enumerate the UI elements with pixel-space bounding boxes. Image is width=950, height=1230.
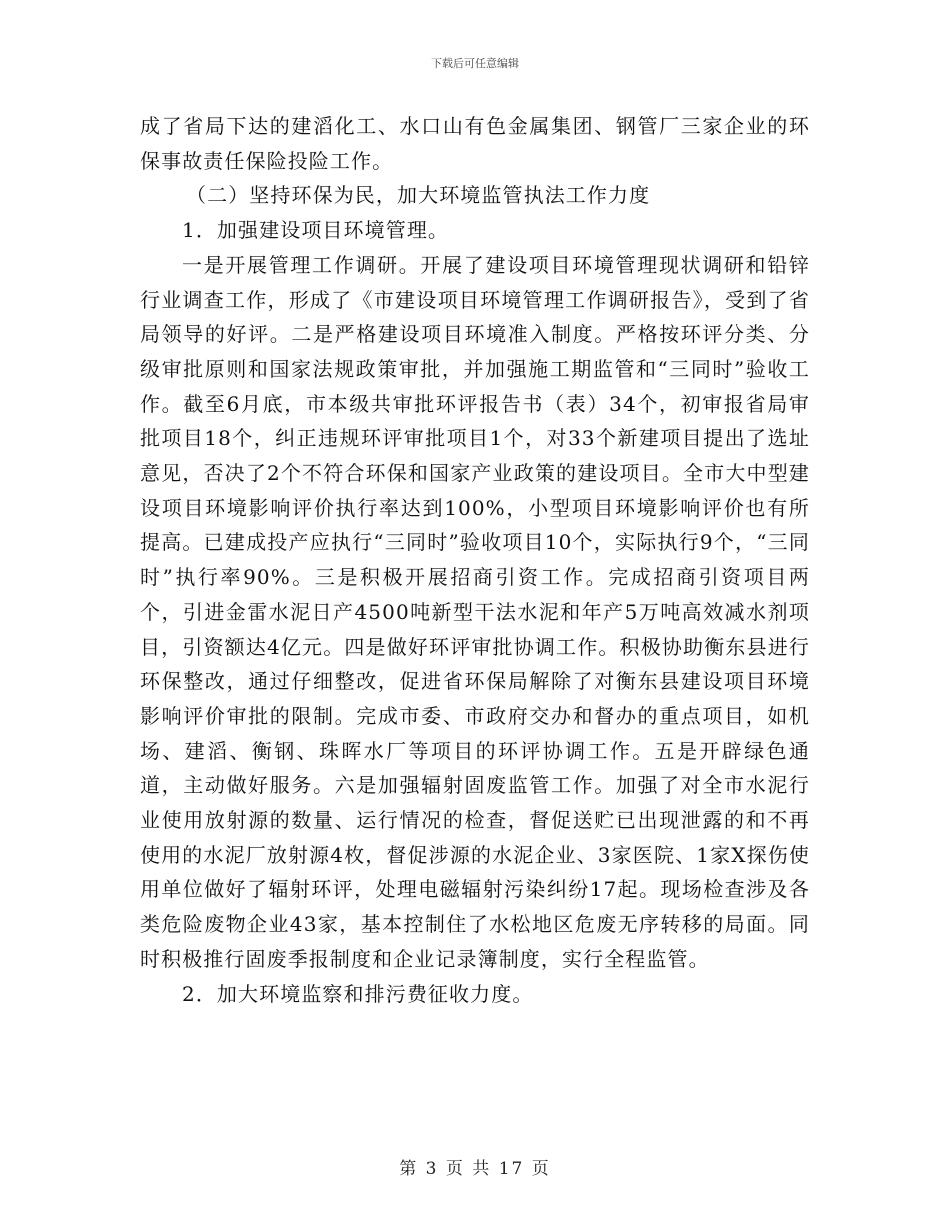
paragraph-continuation: 成了省局下达的建滔化工、水口山有色金属集团、钢管厂三家企业的环保事故责任保险投险工作。 <box>140 114 810 173</box>
page-number: 第 3 页 共 17 页 <box>399 1159 551 1179</box>
subsection-heading-1: 1．加强建设项目环境管理。 <box>182 218 450 243</box>
paragraph-main: 一是开展管理工作调研。开展了建设项目环境管理现状调研和铅锌行业调查工作，形成了《市建设项目环境管理工作调研报告》，受到了省局领导的好评。二是严格建设项目环境准入制度。严格按环评分类、分级审批原则和国家法规政策审批，并加强施工期监管和“三同时”验收工作。截至6月底，市本级共审批环评报告书（表）34个，初审报省局审批项目18个，纠正违规环评审批项目1个，对33个新建项目提出了选址意见，否决了2个不符合环保和国家产业政策的建设项目。全市大中型建设项目环境影响评价执行率达到100%，小型项目环境影响评价也有所提高。已建成投产应执行“三同时”验收项目10个，实际执行9个，“三同时”执行率90%。三是积极开展招商引资工作。完成招商引资项目两个，引进金雷水泥日产4500吨新型干法水泥和年产5万吨高效减水剂项目，引资额达4亿元。四是做好环评审批协调工作。积极协助衡东县进行环保整改，通过仔细整改，促进省环保局解除了对衡东县建设项目环境影响评价审批的限制。完成市委、市政府交办和督办的重点项目，如机场、建滔、衡钢、珠晖水厂等项目的环评协调工作。五是开辟绿色通道，主动做好服务。六是加强辐射固废监管工作。加强了对全市水泥行业使用放射源的数量、运行情况的检查，督促送贮已出现泄露的和不再使用的水泥厂放射源4枚，督促涉源的水泥企业、3家医院、1家X探伤使用单位做好了辐射环评，处理电磁辐射污染纠纷17起。现场检查涉及各类危险废物企业43家，基本控制住了水松地区危废无序转移的局面。同时积极推行固废季报制度和企业记录簿制度，实行全程监管。 <box>140 252 810 971</box>
page-header-note: 下载后可任意编辑 <box>431 57 519 70</box>
document-body <box>140 109 810 1011</box>
subsection-heading-2: 2．加大环境监察和排污费征收力度。 <box>182 981 534 1006</box>
section-heading: （二）坚持环保为民，加大环境监管执法工作力度 <box>186 183 651 208</box>
